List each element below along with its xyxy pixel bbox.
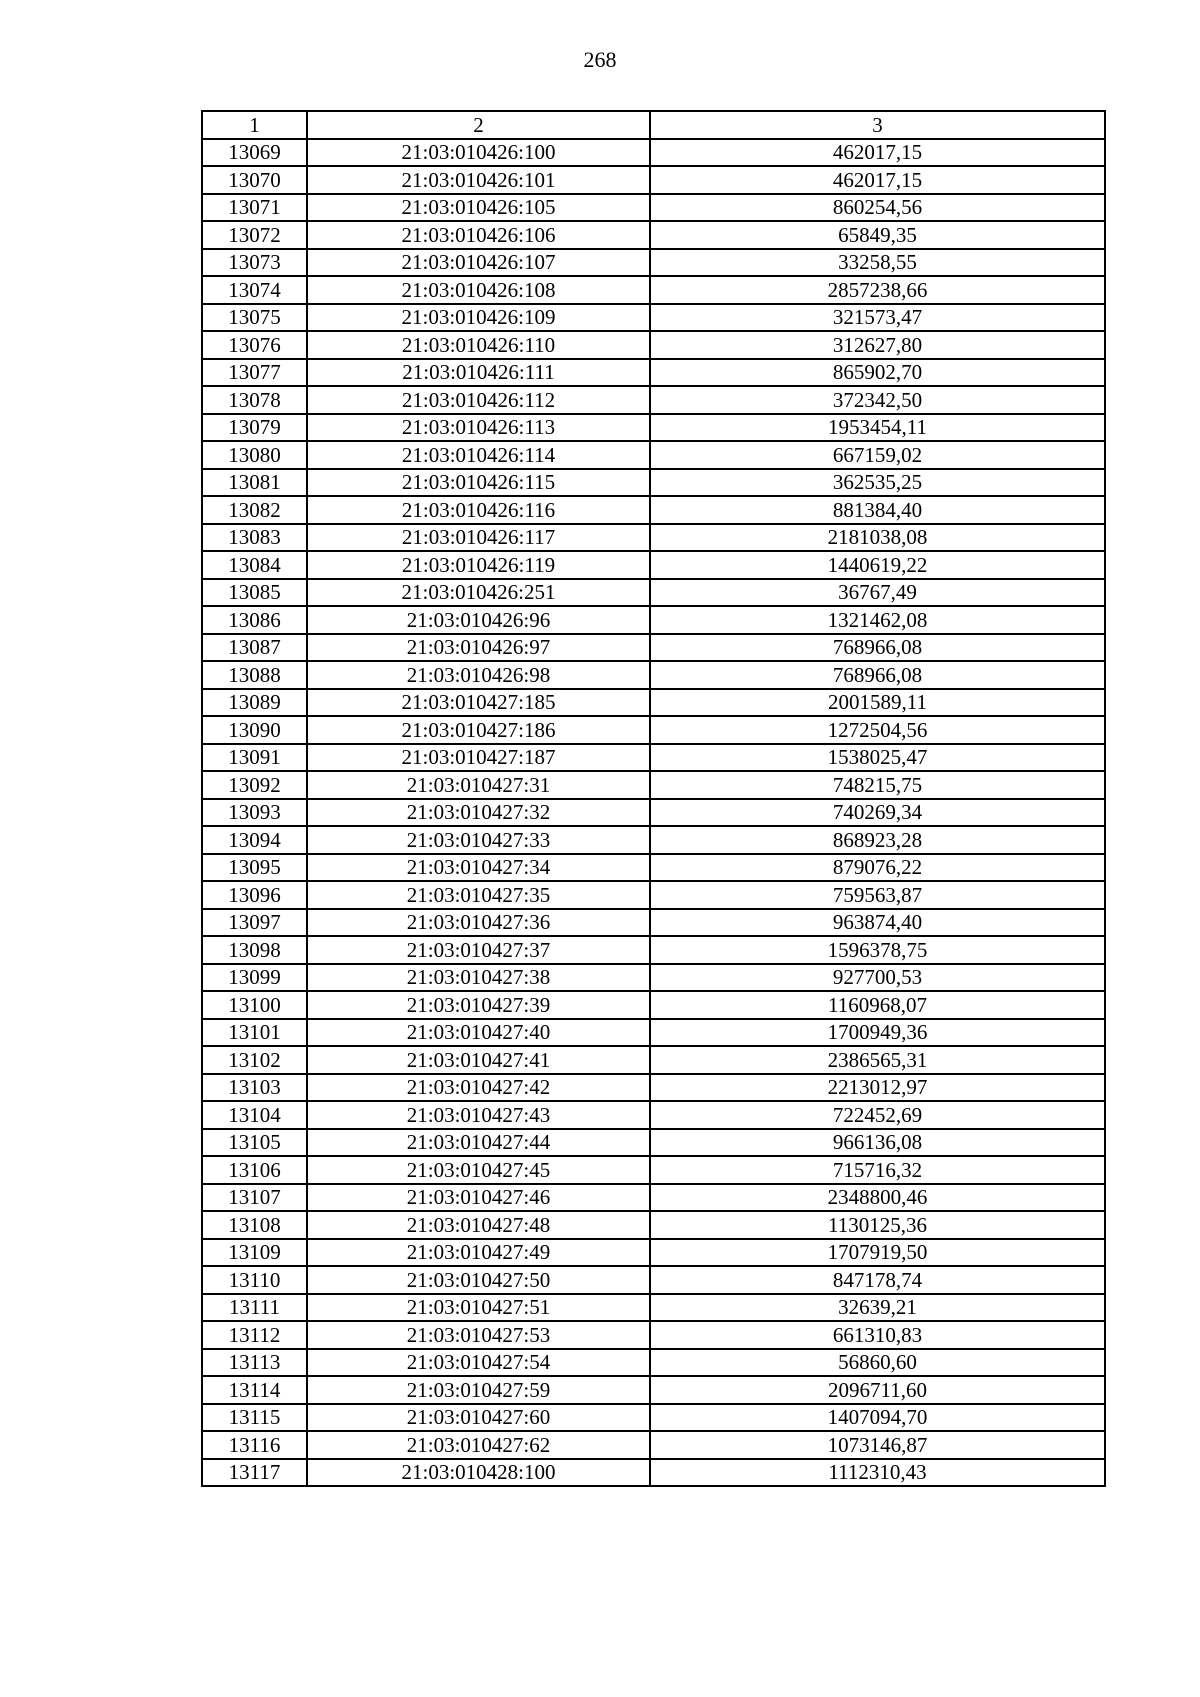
cadastral-number-cell: 21:03:010427:60: [307, 1404, 650, 1432]
row-number-cell: 13084: [202, 551, 307, 579]
table-row: [202, 909, 1105, 937]
table-row: [202, 881, 1105, 909]
value-cell: 740269,34: [650, 799, 1105, 827]
value-cell: 462017,15: [650, 139, 1105, 167]
row-number-cell: 13101: [202, 1019, 307, 1047]
value-cell: 312627,80: [650, 331, 1105, 359]
table-row: [202, 1404, 1105, 1432]
table-row: [202, 1211, 1105, 1239]
row-number-cell: 13113: [202, 1349, 307, 1377]
cadastral-number-cell: 21:03:010427:50: [307, 1266, 650, 1294]
value-cell: 1707919,50: [650, 1239, 1105, 1267]
row-number-cell: 13091: [202, 744, 307, 772]
row-number-cell: 13071: [202, 194, 307, 222]
table-row: [202, 469, 1105, 497]
table-row: [202, 1074, 1105, 1102]
table-row: [202, 276, 1105, 304]
cadastral-number-cell: 21:03:010427:40: [307, 1019, 650, 1047]
row-number-cell: 13094: [202, 826, 307, 854]
row-number-cell: 13073: [202, 249, 307, 277]
row-number-cell: 13076: [202, 331, 307, 359]
cadastral-number-cell: 21:03:010427:59: [307, 1376, 650, 1404]
row-number-cell: 13082: [202, 496, 307, 524]
data-table: [201, 110, 1106, 1487]
value-cell: 2096711,60: [650, 1376, 1105, 1404]
cadastral-number-cell: 21:03:010427:38: [307, 964, 650, 992]
table-row: [202, 441, 1105, 469]
value-cell: 881384,40: [650, 496, 1105, 524]
cadastral-number-cell: 21:03:010426:111: [307, 359, 650, 387]
cadastral-number-cell: 21:03:010427:53: [307, 1321, 650, 1349]
value-cell: 1407094,70: [650, 1404, 1105, 1432]
row-number-cell: 13105: [202, 1129, 307, 1157]
value-cell: 1112310,43: [650, 1459, 1105, 1487]
table-row: [202, 524, 1105, 552]
row-number-cell: 13085: [202, 579, 307, 607]
table-row: [202, 166, 1105, 194]
table-row: [202, 771, 1105, 799]
cadastral-number-cell: 21:03:010426:115: [307, 469, 650, 497]
table-row: [202, 1294, 1105, 1322]
cadastral-number-cell: 21:03:010427:33: [307, 826, 650, 854]
value-cell: 1130125,36: [650, 1211, 1105, 1239]
cadastral-number-cell: 21:03:010426:98: [307, 661, 650, 689]
row-number-cell: 13112: [202, 1321, 307, 1349]
cadastral-number-cell: 21:03:010426:106: [307, 221, 650, 249]
row-number-cell: 13083: [202, 524, 307, 552]
value-cell: 860254,56: [650, 194, 1105, 222]
row-number-cell: 13078: [202, 386, 307, 414]
column-header-1: 1: [202, 111, 307, 139]
row-number-cell: 13081: [202, 469, 307, 497]
cadastral-number-cell: 21:03:010427:43: [307, 1101, 650, 1129]
table-row: [202, 1156, 1105, 1184]
table-header: [202, 111, 1105, 139]
value-cell: 715716,32: [650, 1156, 1105, 1184]
table-row: [202, 414, 1105, 442]
value-cell: 1440619,22: [650, 551, 1105, 579]
table-row: [202, 139, 1105, 167]
table-row: [202, 1101, 1105, 1129]
cadastral-number-cell: 21:03:010427:44: [307, 1129, 650, 1157]
row-number-cell: 13104: [202, 1101, 307, 1129]
cadastral-number-cell: 21:03:010427:62: [307, 1431, 650, 1459]
table-row: [202, 579, 1105, 607]
table-row: [202, 1184, 1105, 1212]
table-row: [202, 689, 1105, 717]
cadastral-number-cell: 21:03:010426:101: [307, 166, 650, 194]
cadastral-number-cell: 21:03:010426:116: [307, 496, 650, 524]
value-cell: 1596378,75: [650, 936, 1105, 964]
cadastral-number-cell: 21:03:010427:32: [307, 799, 650, 827]
value-cell: 722452,69: [650, 1101, 1105, 1129]
value-cell: 927700,53: [650, 964, 1105, 992]
header-row: [202, 111, 1105, 139]
table-row: [202, 854, 1105, 882]
cadastral-number-cell: 21:03:010427:39: [307, 991, 650, 1019]
value-cell: 65849,35: [650, 221, 1105, 249]
table-row: [202, 826, 1105, 854]
table-row: [202, 716, 1105, 744]
cadastral-number-cell: 21:03:010426:110: [307, 331, 650, 359]
table-row: [202, 1321, 1105, 1349]
cadastral-number-cell: 21:03:010426:251: [307, 579, 650, 607]
table-row: [202, 1459, 1105, 1487]
value-cell: 748215,75: [650, 771, 1105, 799]
row-number-cell: 13115: [202, 1404, 307, 1432]
row-number-cell: 13069: [202, 139, 307, 167]
row-number-cell: 13117: [202, 1459, 307, 1487]
column-header-2: 2: [307, 111, 650, 139]
value-cell: 32639,21: [650, 1294, 1105, 1322]
value-cell: 966136,08: [650, 1129, 1105, 1157]
value-cell: 1538025,47: [650, 744, 1105, 772]
value-cell: 56860,60: [650, 1349, 1105, 1377]
table-row: [202, 1019, 1105, 1047]
cadastral-number-cell: 21:03:010427:185: [307, 689, 650, 717]
cadastral-number-cell: 21:03:010426:107: [307, 249, 650, 277]
value-cell: 462017,15: [650, 166, 1105, 194]
value-cell: 1272504,56: [650, 716, 1105, 744]
table-row: [202, 359, 1105, 387]
table-row: [202, 1129, 1105, 1157]
cadastral-number-cell: 21:03:010427:49: [307, 1239, 650, 1267]
value-cell: 2857238,66: [650, 276, 1105, 304]
row-number-cell: 13093: [202, 799, 307, 827]
row-number-cell: 13095: [202, 854, 307, 882]
cadastral-number-cell: 21:03:010427:35: [307, 881, 650, 909]
row-number-cell: 13109: [202, 1239, 307, 1267]
row-number-cell: 13090: [202, 716, 307, 744]
table-row: [202, 221, 1105, 249]
value-cell: 1160968,07: [650, 991, 1105, 1019]
cadastral-number-cell: 21:03:010426:109: [307, 304, 650, 332]
row-number-cell: 13092: [202, 771, 307, 799]
value-cell: 759563,87: [650, 881, 1105, 909]
row-number-cell: 13077: [202, 359, 307, 387]
table-row: [202, 1239, 1105, 1267]
cadastral-number-cell: 21:03:010427:187: [307, 744, 650, 772]
value-cell: 2348800,46: [650, 1184, 1105, 1212]
cadastral-number-cell: 21:03:010426:119: [307, 551, 650, 579]
value-cell: 321573,47: [650, 304, 1105, 332]
row-number-cell: 13072: [202, 221, 307, 249]
cadastral-number-cell: 21:03:010426:114: [307, 441, 650, 469]
cadastral-number-cell: 21:03:010426:112: [307, 386, 650, 414]
cadastral-number-cell: 21:03:010427:31: [307, 771, 650, 799]
cadastral-number-cell: 21:03:010426:105: [307, 194, 650, 222]
value-cell: 1953454,11: [650, 414, 1105, 442]
cadastral-number-cell: 21:03:010426:96: [307, 606, 650, 634]
cadastral-number-cell: 21:03:010426:100: [307, 139, 650, 167]
value-cell: 372342,50: [650, 386, 1105, 414]
table-row: [202, 1046, 1105, 1074]
value-cell: 36767,49: [650, 579, 1105, 607]
row-number-cell: 13099: [202, 964, 307, 992]
value-cell: 2213012,97: [650, 1074, 1105, 1102]
cadastral-number-cell: 21:03:010427:54: [307, 1349, 650, 1377]
row-number-cell: 13075: [202, 304, 307, 332]
table-row: [202, 661, 1105, 689]
row-number-cell: 13116: [202, 1431, 307, 1459]
cadastral-number-cell: 21:03:010427:36: [307, 909, 650, 937]
value-cell: 847178,74: [650, 1266, 1105, 1294]
row-number-cell: 13098: [202, 936, 307, 964]
value-cell: 362535,25: [650, 469, 1105, 497]
cadastral-number-cell: 21:03:010426:108: [307, 276, 650, 304]
table-row: [202, 1349, 1105, 1377]
cadastral-number-cell: 21:03:010427:42: [307, 1074, 650, 1102]
table-row: [202, 634, 1105, 662]
value-cell: 963874,40: [650, 909, 1105, 937]
row-number-cell: 13070: [202, 166, 307, 194]
cadastral-number-cell: 21:03:010427:34: [307, 854, 650, 882]
row-number-cell: 13079: [202, 414, 307, 442]
table-row: [202, 386, 1105, 414]
value-cell: 2001589,11: [650, 689, 1105, 717]
row-number-cell: 13088: [202, 661, 307, 689]
table-row: [202, 744, 1105, 772]
cadastral-number-cell: 21:03:010426:113: [307, 414, 650, 442]
table-row: [202, 194, 1105, 222]
row-number-cell: 13080: [202, 441, 307, 469]
row-number-cell: 13097: [202, 909, 307, 937]
table-row: [202, 991, 1105, 1019]
cadastral-number-cell: 21:03:010427:51: [307, 1294, 650, 1322]
table-row: [202, 936, 1105, 964]
table-row: [202, 1376, 1105, 1404]
cadastral-number-cell: 21:03:010426:117: [307, 524, 650, 552]
table-row: [202, 331, 1105, 359]
page-number: 268: [583, 47, 617, 72]
row-number-cell: 13107: [202, 1184, 307, 1212]
row-number-cell: 13110: [202, 1266, 307, 1294]
table-row: [202, 551, 1105, 579]
table-row: [202, 249, 1105, 277]
row-number-cell: 13096: [202, 881, 307, 909]
row-number-cell: 13089: [202, 689, 307, 717]
table-row: [202, 1431, 1105, 1459]
cadastral-number-cell: 21:03:010428:100: [307, 1459, 650, 1487]
table-row: [202, 304, 1105, 332]
row-number-cell: 13086: [202, 606, 307, 634]
table-row: [202, 606, 1105, 634]
value-cell: 768966,08: [650, 661, 1105, 689]
value-cell: 667159,02: [650, 441, 1105, 469]
value-cell: 661310,83: [650, 1321, 1105, 1349]
value-cell: 1700949,36: [650, 1019, 1105, 1047]
value-cell: 33258,55: [650, 249, 1105, 277]
row-number-cell: 13106: [202, 1156, 307, 1184]
value-cell: 865902,70: [650, 359, 1105, 387]
row-number-cell: 13087: [202, 634, 307, 662]
table-row: [202, 1266, 1105, 1294]
value-cell: 2386565,31: [650, 1046, 1105, 1074]
cadastral-number-cell: 21:03:010427:37: [307, 936, 650, 964]
value-cell: 1321462,08: [650, 606, 1105, 634]
table-row: [202, 964, 1105, 992]
row-number-cell: 13074: [202, 276, 307, 304]
row-number-cell: 13103: [202, 1074, 307, 1102]
value-cell: 768966,08: [650, 634, 1105, 662]
value-cell: 2181038,08: [650, 524, 1105, 552]
cadastral-number-cell: 21:03:010427:41: [307, 1046, 650, 1074]
row-number-cell: 13114: [202, 1376, 307, 1404]
cadastral-number-cell: 21:03:010427:186: [307, 716, 650, 744]
cadastral-number-cell: 21:03:010426:97: [307, 634, 650, 662]
cadastral-number-cell: 21:03:010427:46: [307, 1184, 650, 1212]
table-body: [202, 139, 1105, 1487]
cadastral-number-cell: 21:03:010427:45: [307, 1156, 650, 1184]
row-number-cell: 13100: [202, 991, 307, 1019]
row-number-cell: 13102: [202, 1046, 307, 1074]
column-header-3: 3: [650, 111, 1105, 139]
table-row: [202, 496, 1105, 524]
table-row: [202, 799, 1105, 827]
value-cell: 879076,22: [650, 854, 1105, 882]
value-cell: 1073146,87: [650, 1431, 1105, 1459]
row-number-cell: 13108: [202, 1211, 307, 1239]
value-cell: 868923,28: [650, 826, 1105, 854]
cadastral-number-cell: 21:03:010427:48: [307, 1211, 650, 1239]
row-number-cell: 13111: [202, 1294, 307, 1322]
